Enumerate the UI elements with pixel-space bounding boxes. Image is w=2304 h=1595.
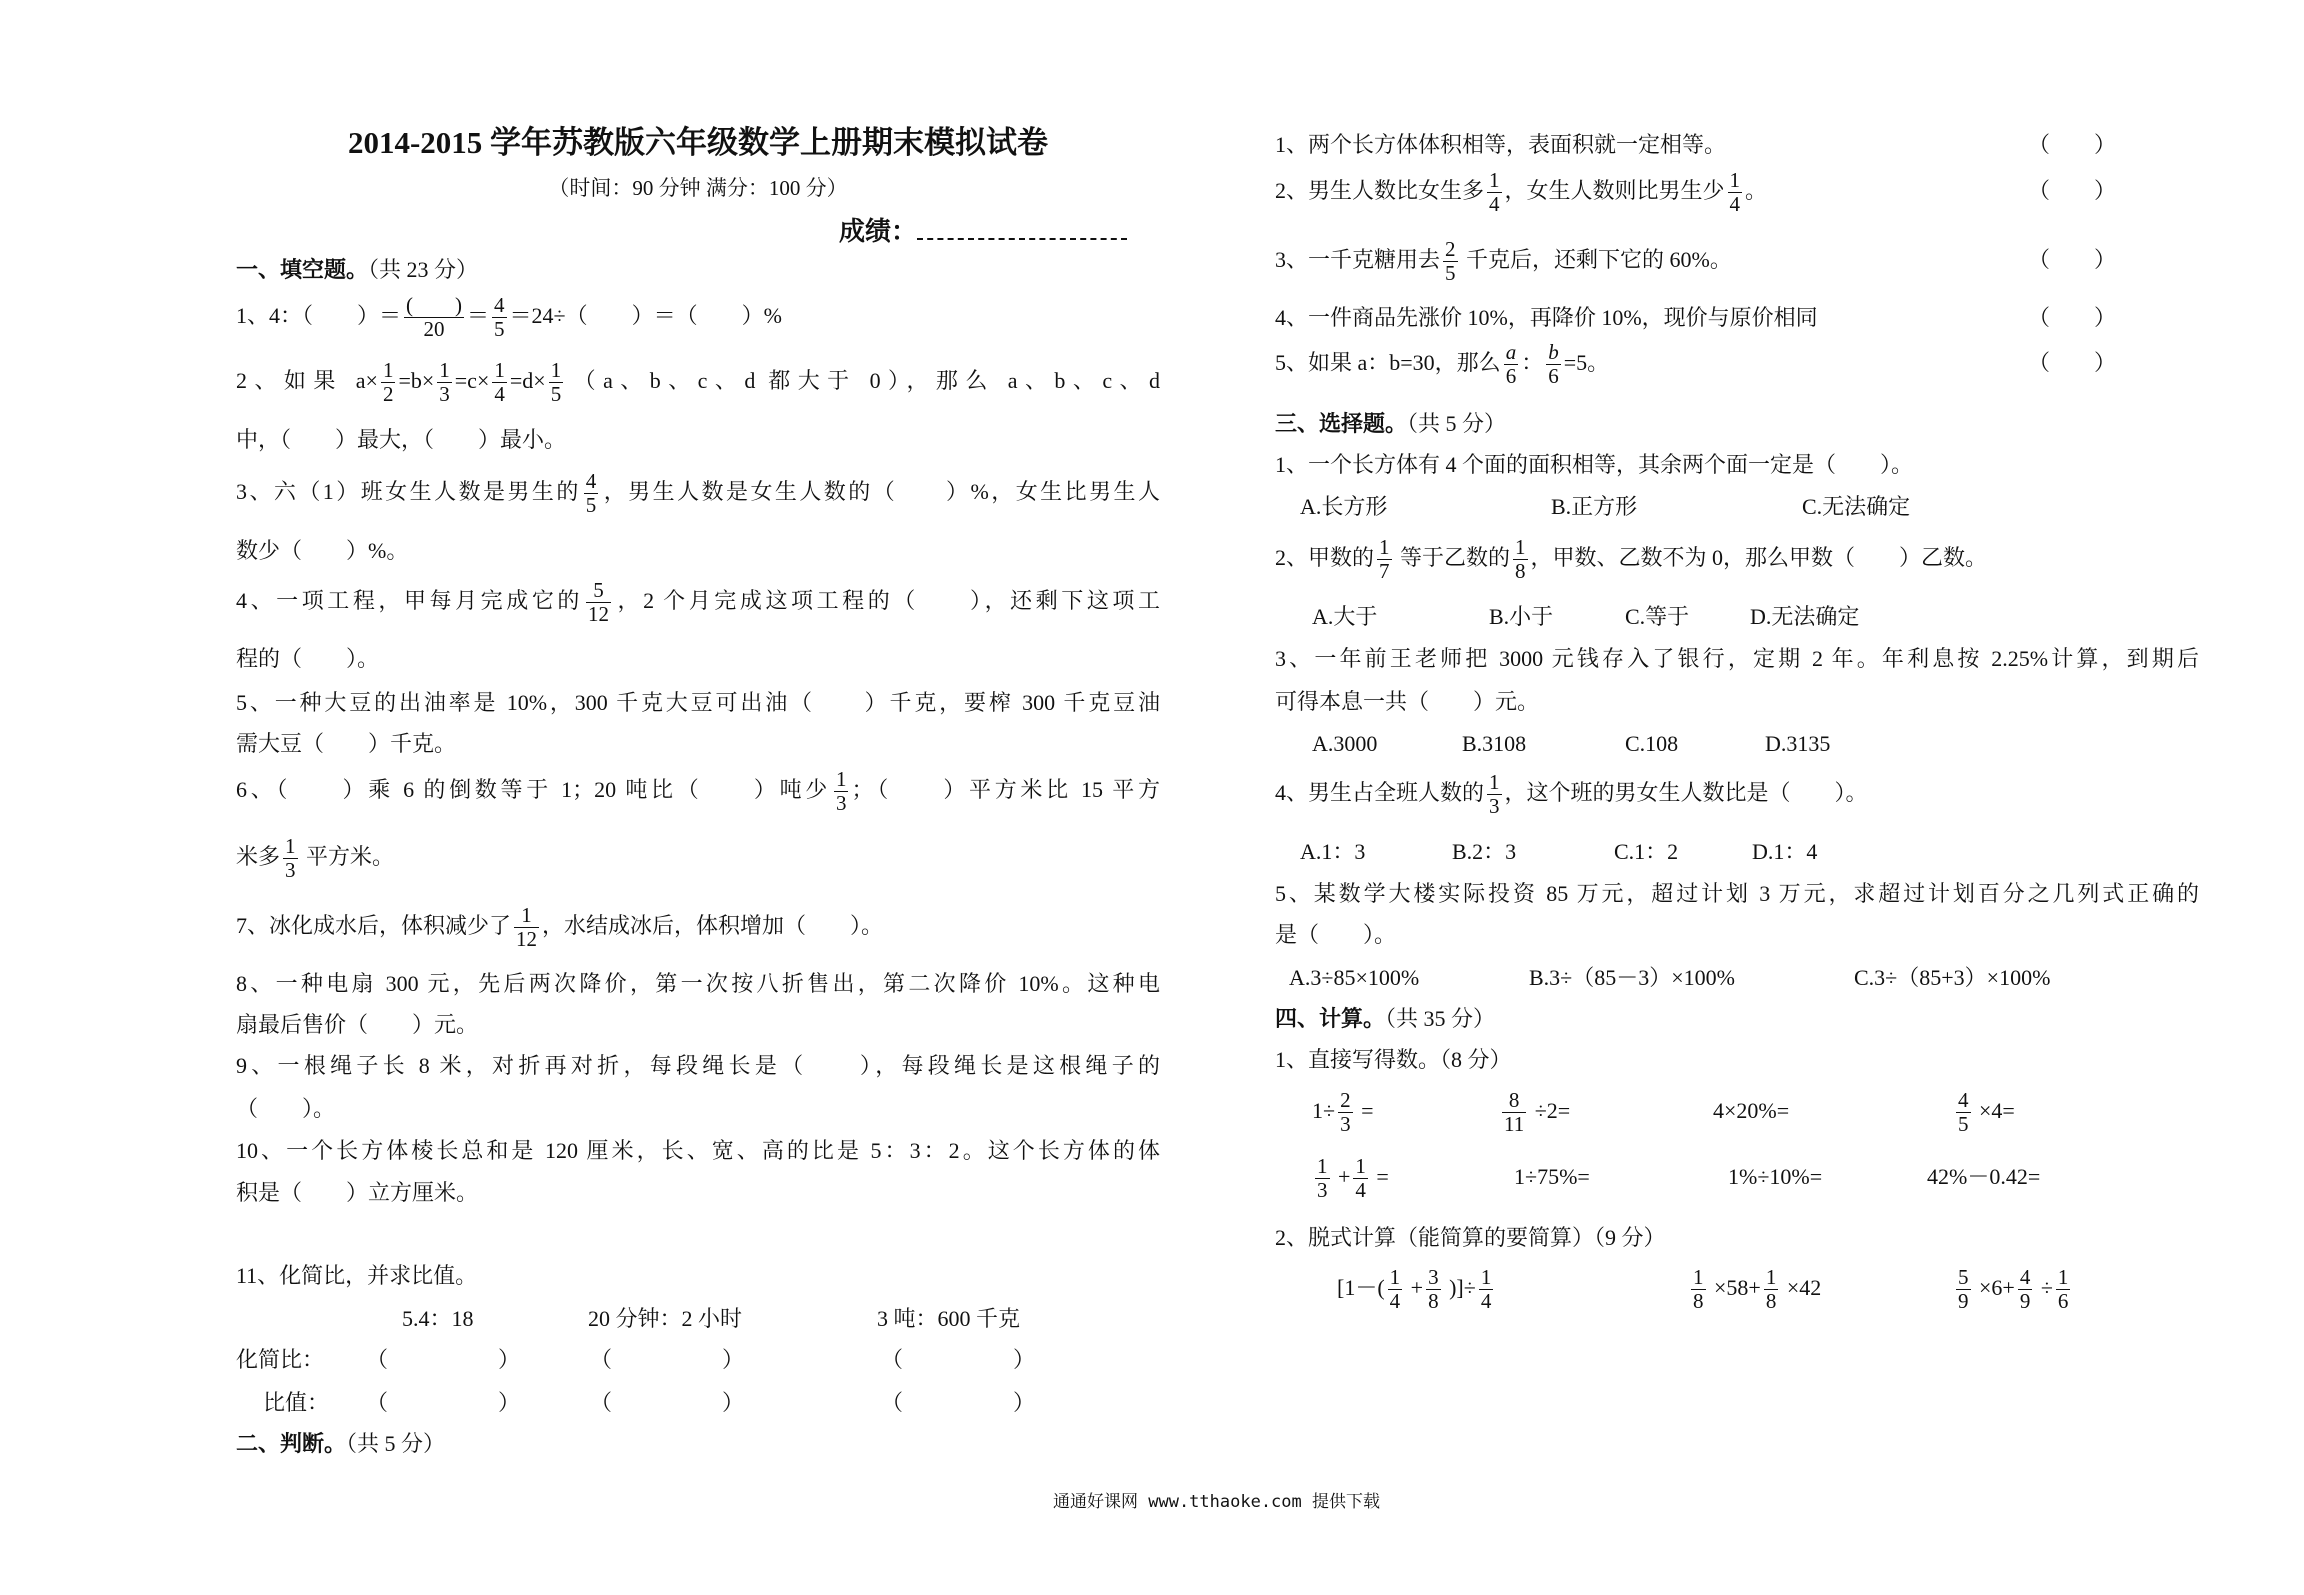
calc-part2-title: 2、脱式计算（能简算的要简算）（9 分） <box>1275 1225 1666 1250</box>
fraction-denominator: 4 <box>1489 192 1500 217</box>
fraction <box>404 294 464 341</box>
section-heading-judge <box>236 1429 445 1459</box>
text-run: ，男生人数是女生人数的（ ）%，女生比男生人 <box>601 479 1160 504</box>
calc-item <box>1499 1088 1571 1137</box>
text-run: 3、一千克糖用去 <box>1275 247 1441 272</box>
fraction-numerator: 8 <box>1502 1089 1526 1113</box>
fraction-numerator: 1 <box>550 358 562 383</box>
fraction-denominator: 9 <box>2019 1289 2031 1314</box>
text-run: 1、一个长方体有 4 个面的面积相等，其余两个面一定是（ ）。 <box>1275 452 1914 477</box>
choice-q2 <box>1275 535 1988 584</box>
fraction <box>492 359 507 406</box>
fraction <box>1546 341 1561 388</box>
calc-item <box>1953 1265 2073 1314</box>
fill-q10-line2 <box>236 1178 478 1208</box>
heading-note: （共 23 分） <box>368 257 479 282</box>
fill-q9-line2 <box>236 1094 335 1124</box>
footer-source: 通通好课网 www.tthaoke.com 提供下载 <box>1053 1492 1380 1512</box>
choice-q5-line2 <box>1275 920 1396 950</box>
fraction <box>1388 1266 1403 1313</box>
text-run: （ ）。 <box>236 1096 336 1121</box>
text-run: 1、4：（ ）＝ <box>236 303 402 328</box>
fraction <box>1487 771 1502 818</box>
judge-q1 <box>1275 130 1726 160</box>
fraction-numerator: 1 <box>1729 168 1741 193</box>
text-run: 5、一种大豆的出油率是 10%，300 千克大豆可出油（ ）千克，要榨 300 千克豆油 <box>236 690 1160 715</box>
fraction <box>437 359 452 406</box>
fraction <box>1426 1266 1441 1313</box>
fill-q4-line1 <box>236 578 1160 627</box>
text-run: 10、一个长方体棱长总和是 120 厘米，长、宽、高的比是 5：3：2。这个长方体的体 <box>236 1138 1160 1163</box>
fraction-numerator: 1 <box>1317 1154 1328 1179</box>
fill-q10-line1 <box>236 1136 1160 1166</box>
text-run: ×4= <box>1973 1098 2015 1123</box>
choice-q1 <box>1275 450 1913 480</box>
heading-title: 三、选择题。 <box>1275 411 1408 436</box>
fraction <box>584 470 599 517</box>
calc-item <box>1927 1162 2040 1192</box>
fraction <box>1764 1266 1779 1313</box>
fraction-numerator: 1 <box>285 834 296 859</box>
fraction-numerator: 5 <box>586 579 611 603</box>
calc-part1-title: 1、直接写得数。（8 分） <box>1275 1047 1512 1072</box>
score-label: 成绩： <box>839 217 918 246</box>
value-blank: （ ） <box>590 1390 745 1415</box>
text-run: ×58+ <box>1708 1275 1761 1300</box>
fill-q11 <box>236 1261 477 1291</box>
fraction-denominator: 4 <box>1389 1289 1401 1314</box>
calc-item <box>1312 1088 1374 1137</box>
fraction-numerator: 1 <box>1389 1265 1401 1290</box>
fraction-denominator: 20 <box>423 317 445 342</box>
text-run: ×6+ <box>1973 1275 2015 1300</box>
text-run: 需大豆（ ）千克。 <box>236 731 457 756</box>
fill-q3-line2 <box>236 536 408 566</box>
text-run: [1－( <box>1337 1275 1385 1300</box>
text-run: =5。 <box>1563 350 1610 375</box>
text-run: （a、b、c、d 都大于 0），那么 a、b、c、d <box>566 368 1160 393</box>
fraction-numerator: 4 <box>585 469 597 494</box>
fraction-numerator: 1 <box>1480 1265 1492 1290</box>
fraction-denominator: 4 <box>1729 192 1741 217</box>
choice-option: C.3÷（85+3）×100% <box>1854 965 2051 990</box>
text-run: 扇最后售价（ ）元。 <box>236 1012 479 1037</box>
judge-q4 <box>1275 303 1818 333</box>
ratio-item: 20 分钟：2 小时 <box>588 1306 743 1331</box>
judge-answer-blank: （ ） <box>2028 132 2117 157</box>
text-run: ，这个班的男女生人数比是（ ）。 <box>1504 780 1868 805</box>
fraction <box>586 579 611 626</box>
choice-q4 <box>1275 770 1868 819</box>
calc-item <box>1312 1154 1389 1203</box>
text-run: 2、男生人数比女生多 <box>1275 178 1485 203</box>
fraction <box>381 359 396 406</box>
judge-answer-blank: （ ） <box>2028 178 2117 203</box>
text-run: 6、（ ）乘 6 的倒数等于 1；20 吨比（ ）吨少 <box>236 777 831 802</box>
text-run: ；（ ）平方米比 15 平方 <box>851 777 1160 802</box>
section-heading-calc <box>1275 1004 1495 1034</box>
text-run: 7、冰化成水后，体积减少了 <box>236 913 512 938</box>
text-run: 等于乙数的 <box>1394 545 1511 570</box>
heading-title: 一、填空题。 <box>236 257 369 282</box>
text-run: 42%－0.42= <box>1927 1164 2041 1189</box>
value-blank: （ ） <box>366 1390 521 1415</box>
fraction-numerator: 1 <box>1515 535 1526 560</box>
heading-title: 四、计算。 <box>1275 1006 1386 1031</box>
fraction-numerator: 1 <box>1765 1265 1777 1290</box>
fraction-numerator: 1 <box>1379 535 1390 560</box>
text-run: 3、一年前王老师把 3000 元钱存入了银行，定期 2 年。年利息按 2.25%计算，到期后 <box>1275 646 2199 671</box>
fraction-denominator: 5 <box>585 493 597 518</box>
fraction <box>1504 341 1519 388</box>
fraction-denominator: 3 <box>835 791 847 816</box>
fill-q5-line1 <box>236 688 1160 718</box>
fraction-numerator: 2 <box>1445 237 1456 262</box>
fraction-denominator: 5 <box>550 382 562 407</box>
text-run: 4、一件商品先涨价 10%，再降价 10%，现价与原价相同 <box>1275 305 1818 330</box>
ratio-item: 5.4：18 <box>402 1306 474 1331</box>
judge-answer-blank: （ ） <box>2028 350 2117 375</box>
simplify-blank: （ ） <box>881 1347 1036 1372</box>
score-field <box>839 212 1127 249</box>
text-run: ×42 <box>1781 1275 1822 1300</box>
choice-option: B.2：3 <box>1452 839 1517 864</box>
judge-q2 <box>1275 168 1768 217</box>
text-run: 平方米。 <box>300 844 395 869</box>
text-run: 3、六（1）班女生人数是男生的 <box>236 479 581 504</box>
simplify-label: 化简比： <box>236 1347 325 1372</box>
text-run: 1÷ <box>1312 1098 1336 1123</box>
judge-answer-blank: （ ） <box>2028 305 2117 330</box>
text-run: 5、如果 a：b=30，那么 <box>1275 350 1501 375</box>
calc-item <box>1713 1096 1789 1126</box>
fraction <box>1353 1155 1368 1202</box>
fraction <box>1956 1089 1971 1136</box>
fraction <box>1502 1089 1526 1136</box>
text-run: ＝ <box>467 303 490 328</box>
text-run: 千克后，还剩下它的 60%。 <box>1460 247 1732 272</box>
choice-option: C.1：2 <box>1614 839 1679 864</box>
fraction-denominator: 4 <box>1480 1289 1492 1314</box>
fraction <box>514 904 539 951</box>
text-run: 可得本息一共（ ）元。 <box>1275 689 1540 714</box>
fraction-denominator: 11 <box>1504 1112 1525 1137</box>
text-run: + <box>1405 1275 1424 1300</box>
judge-q5 <box>1275 340 1610 389</box>
fraction-numerator: 1 <box>1355 1154 1366 1179</box>
choice-option: A.长方形 <box>1300 494 1388 519</box>
calc-item <box>1953 1088 2015 1137</box>
fill-q8-line1 <box>236 969 1160 999</box>
text-run: ÷ <box>2035 1275 2053 1300</box>
fraction-numerator: 1 <box>494 358 505 383</box>
choice-option: C.等于 <box>1625 604 1690 629</box>
text-run: ，女生人数则比男生少 <box>1504 178 1725 203</box>
fill-q2-line1 <box>236 358 1160 407</box>
fraction-denominator: 2 <box>382 382 394 407</box>
score-blank-line <box>917 212 1127 240</box>
fraction <box>1443 238 1458 285</box>
fraction-numerator: 4 <box>494 293 505 318</box>
choice-option: B.正方形 <box>1551 494 1638 519</box>
fraction-denominator: 4 <box>1355 1178 1366 1203</box>
text-run: 程的（ ）。 <box>236 646 380 671</box>
fraction-denominator: 8 <box>1693 1289 1704 1314</box>
fraction <box>283 835 298 882</box>
fraction-denominator: 3 <box>439 382 450 407</box>
choice-option: D.3135 <box>1765 731 1831 756</box>
choice-option: D.1：4 <box>1752 839 1818 864</box>
value-blank: （ ） <box>881 1390 1036 1415</box>
fraction <box>1691 1266 1706 1313</box>
fraction-numerator: 1 <box>382 358 394 383</box>
fraction-denominator: 3 <box>1317 1178 1328 1203</box>
fraction <box>1479 1266 1494 1313</box>
fraction-denominator: 8 <box>1765 1289 1777 1314</box>
text-run: 。 <box>1745 178 1768 203</box>
choice-q3-line1 <box>1275 644 2199 674</box>
fraction <box>549 359 564 406</box>
text-run: =d× <box>509 368 546 393</box>
judge-q3 <box>1275 237 1732 286</box>
text-run: ，甲数、乙数不为 0，那么甲数（ ）乙数。 <box>1530 545 1988 570</box>
fraction-denominator: 6 <box>1548 364 1559 389</box>
text-run: 2、如果 a× <box>236 368 378 393</box>
text-run: 米多 <box>236 844 281 869</box>
fraction-denominator: 9 <box>1958 1289 1969 1314</box>
fill-q4-line2 <box>236 644 379 674</box>
text-run: 5、某数学大楼实际投资 85 万元，超过计划 3 万元，求超过计划百分之几列式正确的 <box>1275 881 2199 906</box>
fill-q7 <box>236 903 884 952</box>
fraction-numerator: 1 <box>1693 1265 1704 1290</box>
fraction-denominator: 3 <box>1340 1112 1351 1137</box>
fraction-denominator: 12 <box>516 927 538 952</box>
fraction <box>1728 169 1743 216</box>
text-run: 数少（ ）%。 <box>236 538 409 563</box>
simplify-blank: （ ） <box>366 1347 521 1372</box>
text-run: ÷2= <box>1529 1098 1571 1123</box>
fill-q6-line1 <box>236 767 1160 816</box>
fill-q8-line2 <box>236 1010 478 1040</box>
fraction <box>1377 536 1392 583</box>
fraction-denominator: 5 <box>1445 261 1456 286</box>
text-run: 积是（ ）立方厘米。 <box>236 1180 479 1205</box>
fill-q5-line2 <box>236 729 456 759</box>
text-run: + <box>1332 1164 1351 1189</box>
fraction-denominator: 3 <box>1489 794 1500 819</box>
text-run: 9、一根绳子长 8 米，对折再对折，每段绳长是（ ），每段绳长是这根绳子的 <box>236 1053 1160 1078</box>
exam-title: 2014-2015 学年苏教版六年级数学上册期末模拟试卷 <box>347 125 1049 160</box>
value-label: 比值： <box>263 1390 330 1415</box>
fill-q6-line2 <box>236 834 395 883</box>
choice-option: C.无法确定 <box>1802 494 1911 519</box>
fill-q3-line1 <box>236 469 1160 518</box>
fraction-numerator: 1 <box>1489 770 1500 795</box>
fraction <box>2056 1266 2071 1313</box>
exam-subtitle: （时间：90 分钟 满分：100 分） <box>548 176 848 200</box>
text-run: 4、一项工程，甲每月完成它的 <box>236 588 583 613</box>
fraction-numerator: 1 <box>439 358 450 383</box>
text-run: 1%÷10%= <box>1728 1164 1823 1189</box>
choice-option: A.大于 <box>1312 604 1378 629</box>
text-run: 11、化简比，并求比值。 <box>236 1263 478 1288</box>
text-run: 8、一种电扇 300 元，先后两次降价，第一次按八折售出，第二次降价 10%。这种电 <box>236 971 1160 996</box>
text-run: 1、两个长方体体积相等，表面积就一定相等。 <box>1275 132 1727 157</box>
choice-option: B.小于 <box>1489 604 1554 629</box>
calc-item <box>1688 1265 1822 1314</box>
fraction-numerator: 4 <box>2019 1265 2031 1290</box>
ratio-item: 3 吨：600 千克 <box>877 1306 1021 1331</box>
fraction-denominator: 5 <box>1958 1112 1969 1137</box>
judge-answer-blank: （ ） <box>2028 247 2117 272</box>
calc-item <box>1514 1162 1590 1192</box>
text-run: 中，（ ）最大，（ ）最小。 <box>236 427 567 452</box>
fraction-numerator: 1 <box>2057 1265 2069 1290</box>
choice-option: B.3108 <box>1462 731 1527 756</box>
fraction <box>492 294 507 341</box>
choice-option: A.3÷85×100% <box>1289 965 1420 990</box>
fraction-denominator: 5 <box>494 317 505 342</box>
fraction-numerator: a <box>1505 340 1517 365</box>
section-heading-choice <box>1275 409 1506 439</box>
simplify-blank: （ ） <box>590 1347 745 1372</box>
text-run: =c× <box>454 368 490 393</box>
fraction-numerator: 5 <box>1958 1265 1969 1290</box>
heading-note: （共 5 分） <box>346 1431 446 1456</box>
text-run: ，水结成冰后，体积增加（ ）。 <box>542 913 884 938</box>
fraction <box>834 768 849 815</box>
choice-option: B.3÷（85－3）×100% <box>1529 965 1735 990</box>
fraction <box>2018 1266 2033 1313</box>
fraction-denominator: 3 <box>285 858 296 883</box>
heading-title: 二、判断。 <box>236 1431 347 1456</box>
text-run: = <box>1355 1098 1374 1123</box>
fraction-denominator: 8 <box>1515 559 1526 584</box>
fraction-denominator: 8 <box>1428 1289 1439 1314</box>
fraction-numerator: 1 <box>835 767 847 792</box>
text-run: 1÷75%= <box>1514 1164 1590 1189</box>
text-run: = <box>1370 1164 1389 1189</box>
calc-item <box>1337 1265 1496 1314</box>
fraction <box>1513 536 1528 583</box>
fraction-denominator: 7 <box>1379 559 1390 584</box>
fraction-denominator: 6 <box>1505 364 1517 389</box>
text-run: =b× <box>398 368 435 393</box>
fraction-denominator: 12 <box>587 602 609 627</box>
calc-item <box>1728 1162 1822 1192</box>
heading-note: （共 35 分） <box>1385 1006 1496 1031</box>
section-heading-fill <box>236 255 478 285</box>
choice-q5-line1 <box>1275 879 2199 909</box>
choice-option: A.3000 <box>1312 731 1378 756</box>
fraction <box>1315 1155 1330 1202</box>
fraction-numerator: ( ) <box>406 293 463 318</box>
fraction <box>1487 169 1502 216</box>
text-run: 4×20%= <box>1713 1098 1790 1123</box>
choice-option: D.无法确定 <box>1750 604 1860 629</box>
choice-option: C.108 <box>1625 731 1679 756</box>
text-run: ＝24÷（ ）＝（ ）% <box>509 303 782 328</box>
text-run: ： <box>1521 350 1544 375</box>
fraction <box>1956 1266 1971 1313</box>
fraction-numerator: 1 <box>514 904 539 928</box>
text-run: )]÷ <box>1443 1275 1476 1300</box>
text-run: 4、男生占全班人数的 <box>1275 780 1485 805</box>
fraction-numerator: 3 <box>1428 1265 1439 1290</box>
choice-q3-line2 <box>1275 687 1539 717</box>
text-run: 2、甲数的 <box>1275 545 1375 570</box>
fraction-numerator: b <box>1548 340 1559 365</box>
choice-option: A.1：3 <box>1300 839 1366 864</box>
heading-note: （共 5 分） <box>1407 411 1507 436</box>
fill-q1 <box>236 293 782 342</box>
fill-q9-line1 <box>236 1051 1160 1081</box>
text-run: ，2 个月完成这项工程的（ ），还剩下这项工 <box>613 588 1160 613</box>
text-run: 是（ ）。 <box>1275 922 1397 947</box>
fraction-numerator: 2 <box>1340 1088 1351 1113</box>
fraction <box>1338 1089 1353 1136</box>
fraction-denominator: 6 <box>2057 1289 2069 1314</box>
fraction-denominator: 4 <box>494 382 505 407</box>
fraction-numerator: 1 <box>1489 168 1500 193</box>
fraction-numerator: 4 <box>1958 1088 1969 1113</box>
fill-q2-line2 <box>236 425 566 455</box>
